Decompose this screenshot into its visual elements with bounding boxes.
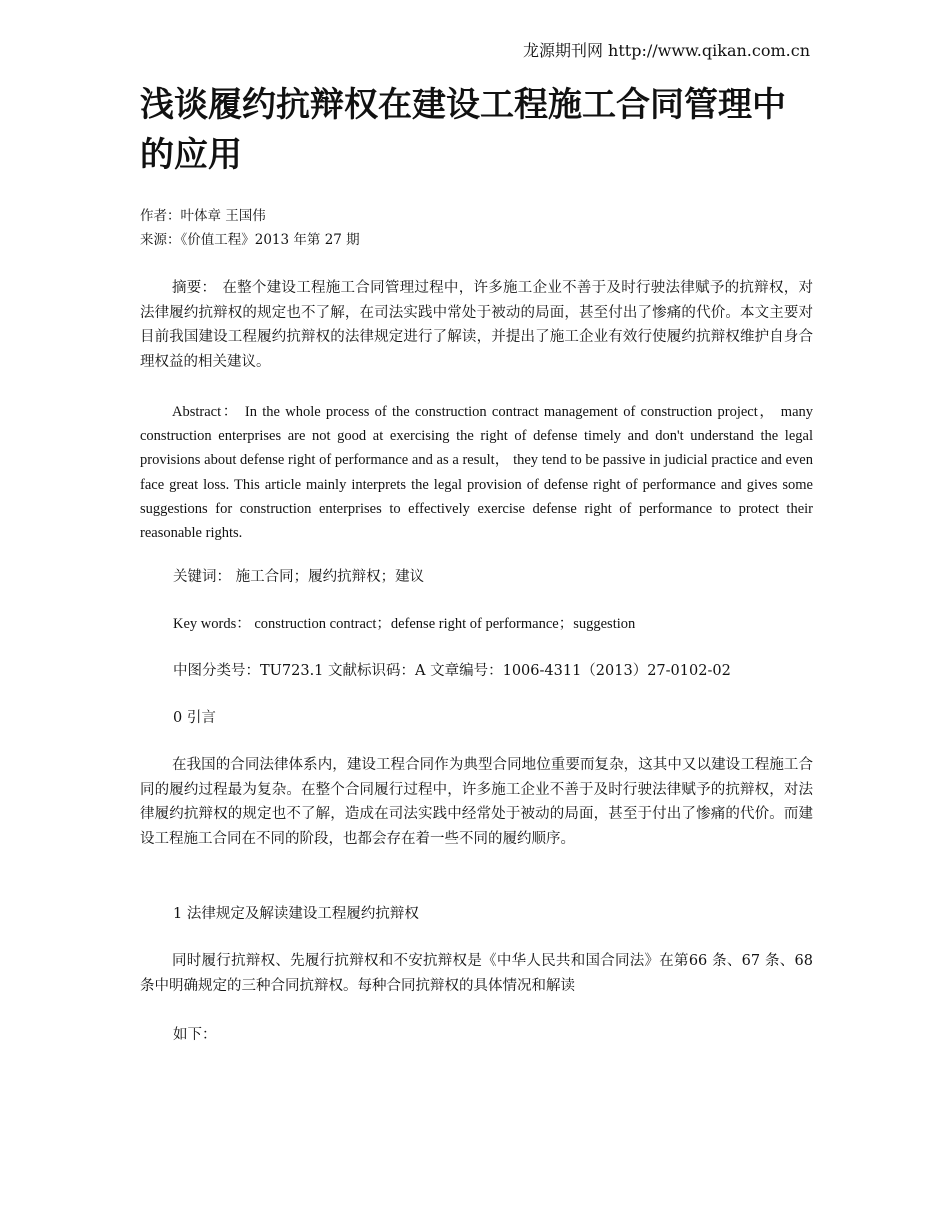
abstract-cn <box>140 276 813 374</box>
abstract-en <box>140 400 813 545</box>
section-1-tail: 如下： <box>173 1027 217 1043</box>
abstract-cn-label: 摘要： <box>172 280 217 296</box>
article-source: 来源：《价值工程》2013 年第 27 期 <box>140 232 360 248</box>
classification-line: 中图分类号：TU723.1 文献标识码：A 文章编号：1006-4311（2013）27-0102-02 <box>173 663 731 679</box>
keywords-cn: 关键词： 施工合同；履约抗辩权；建议 <box>173 569 425 585</box>
site-header: 龙源期刊网 http://www.qikan.com.cn <box>522 41 810 60</box>
abstract-en-text: In the whole process of the construction contract management of construction project， many construction enterprises are not good at exercising the right of defense timely and don't understand the legal provisions about defense right of performance and as a result， they tend to be passive in judicial practice and even face great loss. This article mainly interprets the legal provision of defense right of performance and gives some suggestions for construction enterprises to effectively exercise defense right of performance to protect their reasonable rights. <box>140 404 814 542</box>
section-0-heading: 0 引言 <box>173 710 216 726</box>
abstract-cn-text: 在整个建设工程施工合同管理过程中，许多施工企业不善于及时行驶法律赋予的抗辩权，对法律履约抗辩权的规定也不了解，在司法实践中常处于被动的局面，甚至付出了惨痛的代价。本文主要对目前我国建设工程履约抗辩权的法律规定进行了解读，并提出了施工企业有效行使履约抗辩权维护自身合理权益的相关建议。 <box>140 280 814 370</box>
article-authors: 作者：叶体章 王国伟 <box>140 208 266 224</box>
keywords-en: Key words： construction contract；defense right of performance；suggestion <box>173 616 636 632</box>
section-1-heading: 1 法律规定及解读建设工程履约抗辩权 <box>173 906 419 922</box>
abstract-en-label: Abstract： <box>172 404 239 420</box>
section-1-body: 同时履行抗辩权、先履行抗辩权和不安抗辩权是《中华人民共和国合同法》在第66 条、67 条、68 条中明确规定的三种合同抗辩权。每种合同抗辩权的具体情况和解读 <box>140 953 813 994</box>
article-title: 浅谈履约抗辩权在建设工程施工合同管理中的应用 <box>140 85 786 175</box>
section-0-body: 在我国的合同法律体系内，建设工程合同作为典型合同地位重要而复杂，这其中又以建设工程施工合同的履约过程最为复杂。在整个合同履行过程中，许多施工企业不善于及时行驶法律赋予的抗辩权，对法律履约抗辩权的规定也不了解，造成在司法实践中经常处于被动的局面，甚至于付出了惨痛的代价。而建设工程施工合同在不同的阶段，也都会存在着一些不同的履约顺序。 <box>140 757 813 847</box>
